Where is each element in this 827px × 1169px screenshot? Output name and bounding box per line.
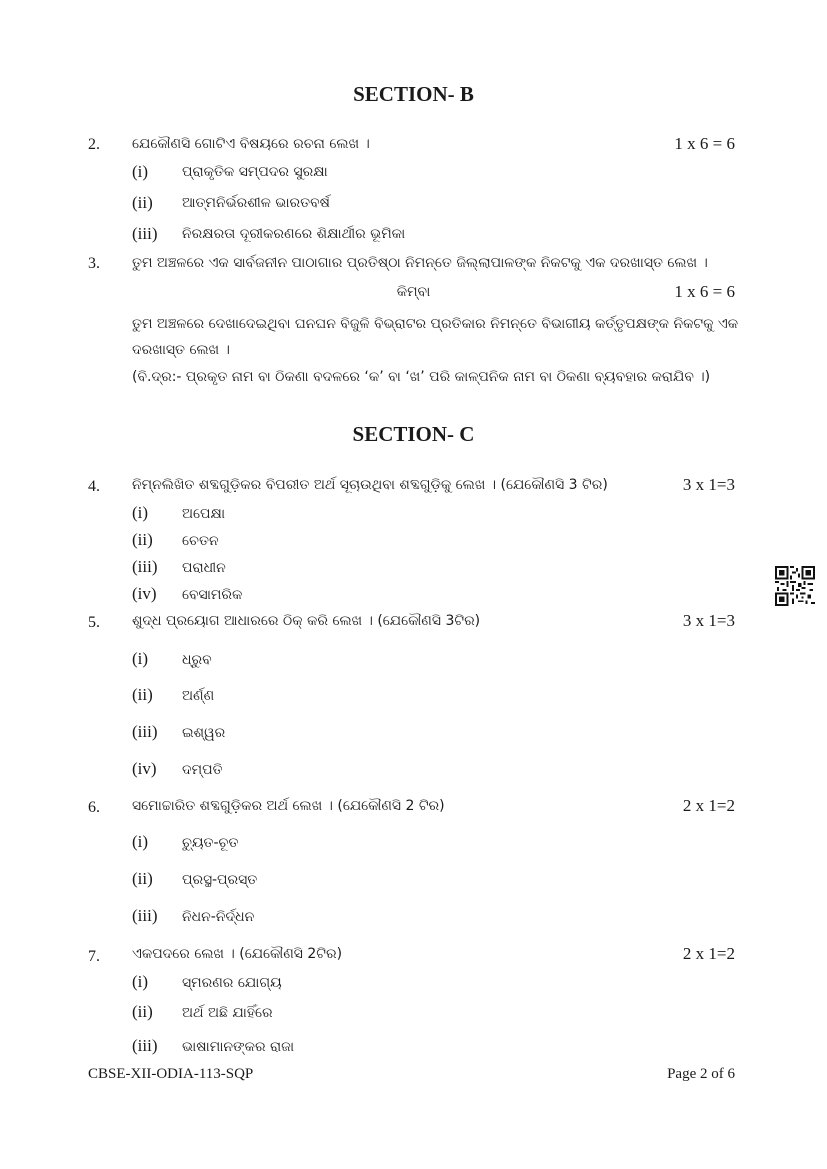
q7-item-1-number: (i) — [132, 972, 149, 991]
q4-item-2-number: (ii) — [132, 530, 153, 549]
question-6-text: ସମୋଚ୍ଚାରିତ ଶବ୍ଦଗୁଡ଼ିକର ଅର୍ଥ ଲେଖ । (ଯେକୌଣସି 2 ଟିର) — [132, 798, 445, 814]
question-2-marks: 1 x 6 = 6 — [674, 134, 735, 153]
q6-item-3-number: (iii) — [132, 906, 158, 925]
qr-code-icon — [775, 566, 815, 606]
q6-item-1-number: (i) — [132, 832, 149, 851]
q4-item-4-number: (iv) — [132, 584, 157, 603]
q4-item-4-text: ବେସାମରିକ — [182, 587, 243, 603]
question-3-alternative-text: ତୁମ ଅଞ୍ଚଳରେ ଦେଖାଦେଇଥିବା ଘନଘନ ବିଜୁଳି ବିଭ୍ରାଟର ପ୍ରତିକାର ନିମନ୍ତେ ବିଭାଗୀୟ କର୍ତ୍ତୃପକ୍ଷଙ୍କ ନିକଟକୁ ଏକ ଦରଖାସ୍ତ ଲେଖ । — [132, 316, 739, 358]
q4-item-1-text: ଅପେକ୍ଷା — [182, 506, 226, 522]
q7-item-2-text: ଅର୍ଥ ଅଛି ଯାହିଁରେ — [182, 1005, 273, 1021]
question-3-number: 3. — [88, 255, 100, 272]
q2-item-2-text: ଆତ୍ମନିର୍ଭରଶୀଳ ଭାରତବର୍ଷ — [182, 195, 330, 211]
q2-item-1-number: (i) — [132, 162, 149, 181]
question-5-text: ଶୁଦ୍ଧ ପ୍ରୟୋଗ ଆଧାରରେ ଠିକ୍ କରି ଲେଖ । (ଯେକୌଣସି 3ଟିର) — [132, 613, 481, 629]
q6-item-2-text: ପ୍ରସ୍ଥ-ପ୍ରସ୍ତ — [182, 872, 258, 888]
q4-item-1-number: (i) — [132, 503, 149, 522]
q5-item-2-number: (ii) — [132, 685, 153, 704]
q4-item-3-text: ପରାଧୀନ — [182, 560, 226, 576]
question-6-number: 6. — [88, 799, 100, 816]
question-7-marks: 2 x 1=2 — [682, 944, 735, 963]
q2-item-3-number: (iii) — [132, 224, 158, 243]
question-3-or: କିମ୍ବା — [396, 284, 431, 300]
question-7-number: 7. — [88, 948, 100, 965]
question-6-marks: 2 x 1=2 — [682, 796, 735, 815]
page-number: Page 2 of 6 — [667, 1066, 735, 1082]
question-5-marks: 3 x 1=3 — [682, 611, 735, 630]
q5-item-3-text: ଇଶ୍ୱର — [182, 725, 226, 741]
question-3-text: ତୁମ ଅଞ୍ଚଳରେ ଏକ ସାର୍ବଜନୀନ ପାଠାଗାର ପ୍ରତିଷ୍ଠା ନିମନ୍ତେ ଜିଲ୍ଲାପାଳଙ୍କ ନିକଟକୁ ଏକ ଦରଖାସ୍ତ ଲେଖ । — [132, 255, 708, 271]
question-4-text: ନିମ୍ନଲିଖିତ ଶବ୍ଦଗୁଡ଼ିକର ବିପରୀତ ଅର୍ଥ ସୂଚାଉଥିବା ଶବ୍ଦଗୁଡ଼ିକୁ ଲେଖ । (ଯେକୌଣସି 3 ଟିର) — [132, 477, 608, 493]
question-4-marks: 3 x 1=3 — [682, 475, 735, 494]
question-5-number: 5. — [88, 614, 100, 631]
question-3-marks: 1 x 6 = 6 — [674, 282, 735, 301]
q5-item-4-number: (iv) — [132, 759, 157, 778]
q5-item-3-number: (iii) — [132, 722, 158, 741]
section-c-title: SECTION- C — [352, 422, 475, 446]
q7-item-1-text: ସ୍ମରଣର ଯୋଗ୍ୟ — [182, 975, 282, 991]
q2-item-1-text: ପ୍ରାକୃତିକ ସମ୍ପଦର ସୁରକ୍ଷା — [182, 164, 328, 180]
q6-item-2-number: (ii) — [132, 869, 153, 888]
question-2-number: 2. — [88, 136, 100, 153]
q5-item-2-text: ଅର୍ଣ୍ଣ — [182, 688, 215, 704]
q7-item-3-number: (iii) — [132, 1036, 158, 1055]
q5-item-1-number: (i) — [132, 649, 149, 668]
q4-item-3-number: (iii) — [132, 557, 158, 576]
q4-item-2-text: ଚେତନ — [182, 533, 219, 549]
q6-item-3-text: ନିଧନ-ନିର୍ଦ୍ଧନ — [182, 909, 255, 925]
question-2-text: ଯେକୌଣସି ଗୋଟିଏ ବିଷୟରେ ରଚନା ଲେଖ । — [132, 136, 370, 152]
question-7-text: ଏକପଦରେ ଲେଖ । (ଯେକୌଣସି 2ଟିର) — [132, 946, 343, 962]
section-b-title: SECTION- B — [353, 82, 474, 106]
q7-item-3-text: ଭାଷାମାନଙ୍କର ରାଜା — [182, 1039, 295, 1055]
q5-item-1-text: ଧ୍ରୁବ — [182, 652, 212, 668]
q2-item-3-text: ନିରକ୍ଷରତା ଦୂରୀକରଣରେ ଶିକ୍ଷାର୍ଥୀର ଭୂମିକା — [182, 226, 406, 242]
question-3-note: (ବି.ଦ୍ର:- ପ୍ରକୃତ ନାମ ବା ଠିକଣା ବଦଳରେ ‘କ’ ବା ‘ଖ’ ପରି କାଳ୍ପନିକ ନାମ ବା ଠିକଣା ବ୍ୟବହାର କରାଯିବ ।) — [132, 369, 711, 385]
q2-item-2-number: (ii) — [132, 193, 153, 212]
q7-item-2-number: (ii) — [132, 1002, 153, 1021]
document-code: CBSE-XII-ODIA-113-SQP — [88, 1066, 254, 1082]
q5-item-4-text: ଦମ୍ପତି — [182, 762, 223, 778]
q6-item-1-text: ଚ୍ୟୁତ-ଚୂତ — [182, 835, 239, 851]
question-4-number: 4. — [88, 478, 100, 495]
